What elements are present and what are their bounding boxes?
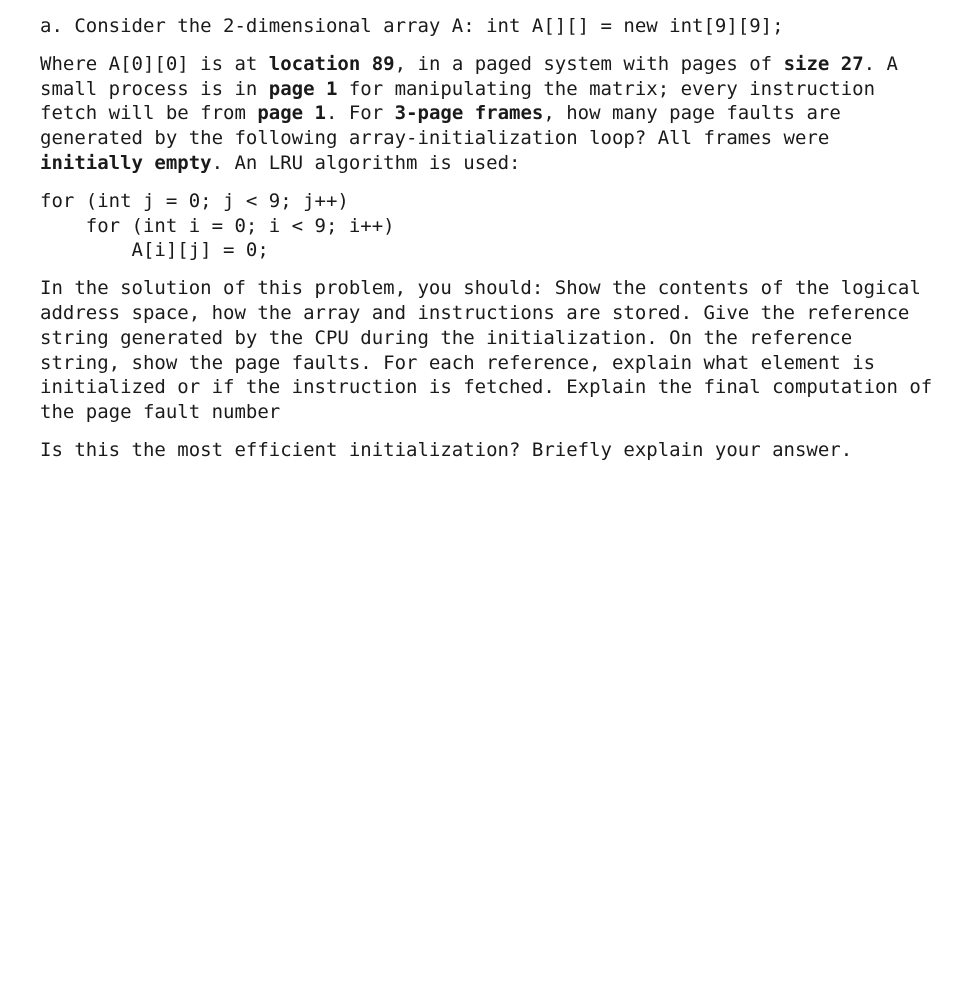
setup-text-4: for manipulating the matrix; every instruction fetch will be from — [40, 77, 887, 125]
question-document — [40, 14, 944, 463]
followup-question: Is this the most efficient initialization? Briefly explain your answer. — [40, 438, 853, 461]
setup-bold-empty: initially empty — [40, 151, 212, 174]
code-line-outer-loop: for (int j = 0; j < 9; j++) — [40, 189, 349, 212]
code-line-assignment: A[i][j] = 0; — [40, 239, 269, 262]
setup-text-3: . A small process is in — [40, 52, 910, 100]
setup-bold-page-2: page 1 — [257, 102, 326, 125]
code-block — [40, 189, 940, 263]
solution-instructions: In the solution of this problem, you should: Show the contents of the logical address space, how the array and instructions are stored. Give the reference string generated by the CPU during the initialization. On the reference string, show the page faults. For each reference, explain what element is initialized or if the instruction is fetched. Explain the final computation of the page fault number — [40, 277, 944, 424]
question-intro: a. Consider the 2-dimensional array A: int A[][] = new int[9][9]; — [40, 15, 784, 37]
setup-bold-frames: 3-page frames — [394, 102, 544, 125]
setup-text-1: Where A[0][0] is at — [40, 52, 269, 75]
setup-text-6: , how many page faults are generated by the following array-initialization loop? All frames were — [40, 102, 853, 150]
setup-text-2: , in a paged system with pages of — [394, 52, 784, 75]
setup-text-7: . An LRU algorithm is used: — [211, 151, 521, 174]
setup-bold-size: size 27 — [783, 52, 864, 75]
code-line-inner-loop: for (int i = 0; i < 9; i++) — [40, 214, 395, 237]
setup-bold-location: location 89 — [268, 52, 395, 75]
setup-text-5: . For — [325, 102, 395, 125]
question-setup — [40, 52, 940, 176]
setup-bold-page: page 1 — [268, 77, 338, 100]
